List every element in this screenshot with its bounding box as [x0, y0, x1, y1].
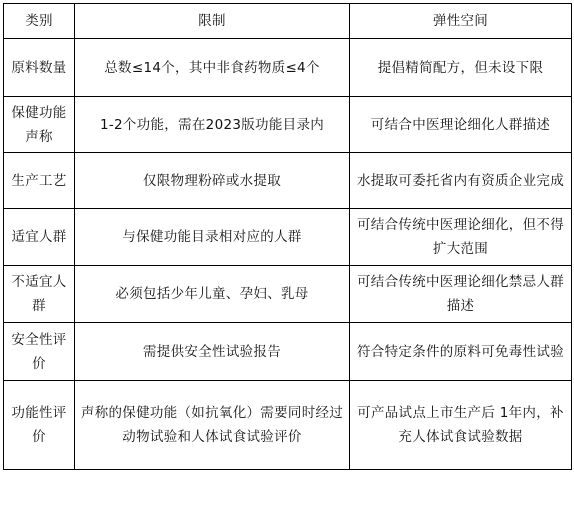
row-flexibility: 可产品试点上市生产后 1年内，补充人体试食试验数据	[350, 381, 572, 470]
row-limit: 1-2个功能，需在2023版功能目录内	[75, 97, 350, 153]
row-limit: 必须包括少年儿童、孕妇、乳母	[75, 266, 350, 323]
row-limit: 仅限物理粉碎或水提取	[75, 153, 350, 209]
header-flexibility: 弹性空间	[350, 4, 572, 39]
row-category: 功能性评价	[4, 381, 75, 470]
row-category: 保健功能声称	[4, 97, 75, 153]
row-category: 不适宜人群	[4, 266, 75, 323]
table-row	[4, 209, 572, 266]
regulation-table-container	[3, 3, 572, 470]
row-limit: 与保健功能目录相对应的人群	[75, 209, 350, 266]
row-flexibility: 水提取可委托省内有资质企业完成	[350, 153, 572, 209]
row-flexibility: 可结合传统中医理论细化禁忌人群描述	[350, 266, 572, 323]
row-category: 生产工艺	[4, 153, 75, 209]
table-row	[4, 153, 572, 209]
row-limit: 总数≤14个，其中非食药物质≤4个	[75, 39, 350, 97]
regulation-table	[3, 3, 572, 470]
row-category: 原料数量	[4, 39, 75, 97]
table-row	[4, 39, 572, 97]
table-row	[4, 97, 572, 153]
table-header-row	[4, 4, 572, 39]
header-limit: 限制	[75, 4, 350, 39]
table-row	[4, 323, 572, 381]
row-flexibility: 可结合传统中医理论细化，但不得扩大范围	[350, 209, 572, 266]
table-row	[4, 266, 572, 323]
row-flexibility: 提倡精简配方，但未设下限	[350, 39, 572, 97]
row-category: 安全性评价	[4, 323, 75, 381]
row-flexibility: 符合特定条件的原料可免毒性试验	[350, 323, 572, 381]
header-category: 类别	[4, 4, 75, 39]
row-limit: 声称的保健功能（如抗氧化）需要同时经过动物试验和人体试食试验评价	[75, 381, 350, 470]
row-flexibility: 可结合中医理论细化人群描述	[350, 97, 572, 153]
row-limit: 需提供安全性试验报告	[75, 323, 350, 381]
table-row	[4, 381, 572, 470]
row-category: 适宜人群	[4, 209, 75, 266]
